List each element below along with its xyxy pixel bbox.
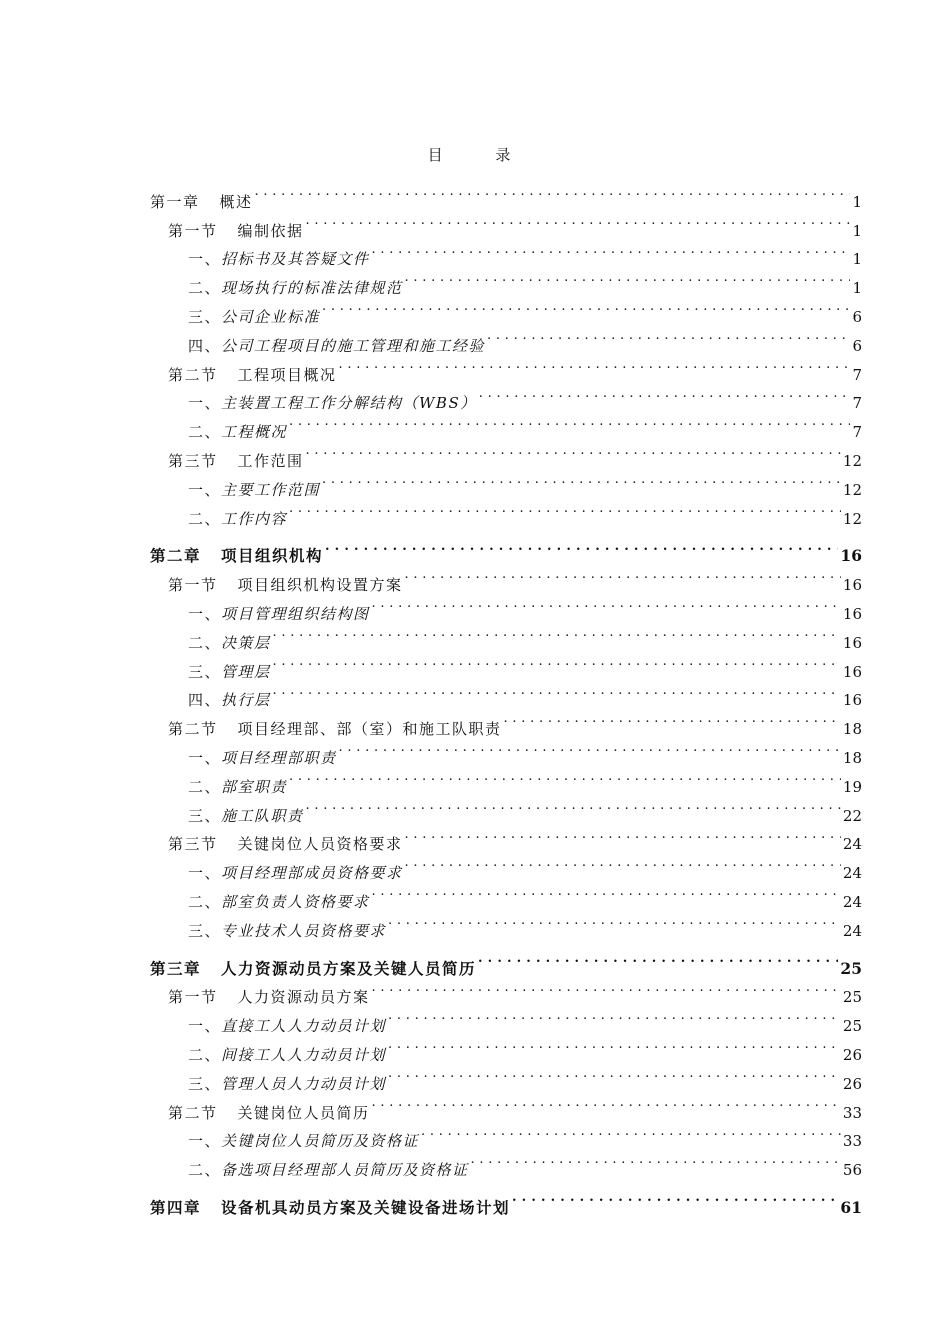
toc-page-number: 24 <box>842 892 862 911</box>
toc-entry-number: 二、 <box>188 633 222 652</box>
toc-entry-label <box>188 418 287 447</box>
toc-entry-text: 现场执行的标准法律规范 <box>221 279 403 298</box>
dot-leader <box>372 974 841 1003</box>
toc-entry-number: 三、 <box>188 662 222 681</box>
toc-entry-number: 第二章 <box>150 546 202 566</box>
dot-leader <box>273 619 841 648</box>
toc-entry-text: 关键岗位人员资格要求 <box>237 835 403 854</box>
toc-entry-text: 公司工程项目的施工管理和施工经验 <box>221 336 486 355</box>
toc-entry-number: 第二节 <box>168 365 218 384</box>
toc-page-number: 24 <box>842 835 862 854</box>
toc-entry-text: 人力资源动员方案及关键人员简历 <box>221 958 477 978</box>
dot-leader <box>405 821 841 850</box>
dot-leader <box>339 351 851 380</box>
toc-page-number: 1 <box>852 192 862 211</box>
toc-page-number: 25 <box>842 1017 862 1036</box>
toc-page-number: 16 <box>840 546 862 566</box>
toc-entry-text: 人力资源动员方案 <box>237 988 370 1007</box>
toc-page-number: 7 <box>852 423 862 442</box>
dot-leader <box>512 1184 838 1213</box>
toc-entry-label <box>168 983 370 1012</box>
toc-entry-text: 项目经理部成员资格要求 <box>221 864 403 883</box>
toc-page-number: 18 <box>842 748 862 767</box>
toc-entry-number: 第三节 <box>168 835 218 854</box>
dot-leader <box>471 1146 841 1175</box>
toc-page-number: 25 <box>840 958 862 978</box>
toc-entry-text: 项目经理部、部（室）和施工队职责 <box>237 720 502 739</box>
toc-entry-label <box>150 542 323 571</box>
toc-entry-number: 一、 <box>188 748 222 767</box>
toc-page-number: 18 <box>842 720 862 739</box>
toc-entry-number: 三、 <box>188 1074 222 1093</box>
toc-page-number: 16 <box>842 604 862 623</box>
toc-entry-text: 直接工人人力动员计划 <box>221 1017 387 1036</box>
dot-leader <box>322 293 850 322</box>
toc-page-number: 19 <box>842 777 862 796</box>
toc-entry-text: 项目组织机构设置方案 <box>237 576 403 595</box>
dot-leader <box>479 380 851 409</box>
toc-entry-text: 工作范围 <box>237 451 304 470</box>
dot-leader <box>289 495 841 524</box>
toc-page-number: 61 <box>840 1197 862 1217</box>
toc-page-number: 33 <box>842 1103 862 1122</box>
toc-page-number: 16 <box>842 633 862 652</box>
toc-entry-number: 第一节 <box>168 221 218 240</box>
toc-page-number: 12 <box>842 509 862 528</box>
toc-page-number: 6 <box>852 307 862 326</box>
toc-entry-text: 主要工作范围 <box>221 480 321 499</box>
toc-entry-text: 工作内容 <box>221 509 288 528</box>
toc-entry-number: 一、 <box>188 250 222 269</box>
toc-entry-label <box>188 505 287 534</box>
dot-leader <box>388 1002 841 1031</box>
toc-page-number: 1 <box>852 221 862 240</box>
toc-entry-text: 执行层 <box>221 691 271 710</box>
toc-entry-text: 公司企业标准 <box>221 307 321 326</box>
toc-entry-number: 第一章 <box>150 192 200 211</box>
toc-entry-label <box>188 245 370 274</box>
toc-entry-text: 管理人员人力动员计划 <box>221 1074 387 1093</box>
toc-entry-number: 第一节 <box>168 576 218 595</box>
toc-entry-label <box>150 1194 510 1223</box>
toc-entry-number: 四、 <box>188 336 222 355</box>
table-of-contents <box>150 178 862 1217</box>
toc-entry-label <box>168 217 304 246</box>
dot-leader <box>339 734 841 763</box>
dot-leader <box>306 792 841 821</box>
toc-page-number: 33 <box>842 1132 862 1151</box>
toc-page-number: 12 <box>842 480 862 499</box>
toc-entry-label <box>188 1127 419 1156</box>
dot-leader <box>372 1089 841 1118</box>
toc-entry-label <box>188 1012 386 1041</box>
toc-entry-text: 专业技术人员资格要求 <box>221 921 387 940</box>
toc-entry-chapter[interactable] <box>150 945 862 978</box>
toc-entry-label <box>168 571 403 600</box>
toc-entry-label <box>188 859 403 888</box>
toc-entry-number: 第三章 <box>150 958 202 978</box>
dot-leader <box>405 561 841 590</box>
dot-leader <box>372 590 841 619</box>
toc-page-number: 56 <box>842 1161 862 1180</box>
toc-entry-label <box>188 658 271 687</box>
dot-leader <box>388 1031 841 1060</box>
dot-leader <box>372 878 841 907</box>
toc-entry-label <box>168 830 403 859</box>
dot-leader <box>487 322 850 351</box>
toc-entry-chapter[interactable] <box>150 1184 862 1217</box>
toc-entry-label <box>188 1070 386 1099</box>
dot-leader <box>306 207 851 236</box>
toc-entry-number: 三、 <box>188 921 222 940</box>
toc-entry-number: 二、 <box>188 892 222 911</box>
dot-leader <box>289 763 841 792</box>
dot-leader <box>255 178 851 207</box>
dot-leader <box>273 677 841 706</box>
toc-entry-number: 二、 <box>188 1161 222 1180</box>
toc-entry-number: 二、 <box>188 423 222 442</box>
dot-leader <box>306 437 841 466</box>
toc-page-number: 12 <box>842 451 862 470</box>
toc-entry-text: 设备机具动员方案及关键设备进场计划 <box>221 1197 511 1217</box>
toc-entry-number: 一、 <box>188 864 222 883</box>
toc-entry-number: 二、 <box>188 1045 222 1064</box>
toc-entry-number: 二、 <box>188 509 222 528</box>
toc-page-number: 26 <box>842 1074 862 1093</box>
toc-entry-text: 招标书及其答疑文件 <box>221 250 370 269</box>
toc-entry-label <box>150 188 253 217</box>
dot-leader <box>504 705 841 734</box>
toc-entry-text: 部室负责人资格要求 <box>221 892 370 911</box>
toc-entry-text: 概述 <box>219 192 253 211</box>
toc-entry-text: 决策层 <box>221 633 271 652</box>
toc-entry-label <box>168 447 304 476</box>
toc-entry-text: 工程项目概况 <box>237 365 337 384</box>
toc-entry-number: 第一节 <box>168 988 218 1007</box>
toc-page-number: 25 <box>842 988 862 1007</box>
toc-entry-number: 四、 <box>188 691 222 710</box>
toc-entry-label <box>188 1041 386 1070</box>
toc-page-number: 7 <box>852 365 862 384</box>
toc-entry-number: 一、 <box>188 1132 222 1151</box>
toc-entry-text: 主装置工程工作分解结构（WBS） <box>221 394 477 413</box>
toc-page-number: 6 <box>852 336 862 355</box>
toc-page-number: 16 <box>842 662 862 681</box>
toc-page-number: 16 <box>842 576 862 595</box>
toc-entry-number: 一、 <box>188 480 222 499</box>
dot-leader <box>322 466 841 495</box>
toc-entry-label <box>168 1099 370 1128</box>
toc-entry-number: 二、 <box>188 279 222 298</box>
toc-entry-label <box>188 802 304 831</box>
toc-entry-text: 项目管理组织结构图 <box>221 604 370 623</box>
dot-leader <box>388 907 841 936</box>
toc-entry-number: 第二节 <box>168 720 218 739</box>
toc-entry-number: 三、 <box>188 806 222 825</box>
toc-entry-number: 一、 <box>188 604 222 623</box>
dot-leader <box>405 849 841 878</box>
toc-entry-text: 部室职责 <box>221 777 288 796</box>
toc-page-number: 22 <box>842 806 862 825</box>
toc-entry-label <box>188 686 271 715</box>
toc-entry-chapter[interactable] <box>150 178 862 211</box>
toc-entry-number: 一、 <box>188 1017 222 1036</box>
dot-leader <box>325 533 838 562</box>
toc-entry-label <box>188 1156 469 1185</box>
toc-entry-text: 施工队职责 <box>221 806 304 825</box>
toc-page-number: 16 <box>842 691 862 710</box>
toc-title: 目 录 <box>427 146 535 164</box>
toc-page-number: 1 <box>852 250 862 269</box>
toc-entry-number: 第二节 <box>168 1103 218 1122</box>
toc-entry-label <box>168 361 337 390</box>
toc-page-number: 26 <box>842 1045 862 1064</box>
toc-entry-label <box>188 917 386 946</box>
toc-entry-text: 关键岗位人员简历 <box>237 1103 370 1122</box>
toc-entry-label <box>188 303 320 332</box>
toc-page-number: 1 <box>852 279 862 298</box>
toc-entry-number: 第三节 <box>168 451 218 470</box>
dot-leader <box>289 408 850 437</box>
toc-entry-text: 备选项目经理部人员简历及资格证 <box>221 1161 469 1180</box>
toc-entry-text: 编制依据 <box>237 221 304 240</box>
toc-entry-text: 关键岗位人员简历及资格证 <box>221 1132 420 1151</box>
toc-entry-text: 项目经理部职责 <box>221 748 337 767</box>
toc-entry-number: 一、 <box>188 394 222 413</box>
toc-entry-section[interactable] <box>150 207 862 240</box>
dot-leader <box>405 264 851 293</box>
dot-leader <box>388 1060 841 1089</box>
toc-entry-number: 第四章 <box>150 1197 202 1217</box>
dot-leader <box>421 1118 841 1147</box>
toc-page-number: 24 <box>842 864 862 883</box>
toc-entry-number: 二、 <box>188 777 222 796</box>
toc-entry-label <box>188 773 287 802</box>
dot-leader <box>372 236 851 265</box>
dot-leader <box>273 648 841 677</box>
toc-page-number: 24 <box>842 921 862 940</box>
dot-leader <box>478 945 838 974</box>
toc-entry-text: 工程概况 <box>221 423 288 442</box>
toc-entry-label <box>188 888 370 917</box>
toc-entry-chapter[interactable] <box>150 533 862 566</box>
toc-entry-text: 项目组织机构 <box>221 546 324 566</box>
toc-entry-label <box>188 629 271 658</box>
toc-entry-text: 间接工人人力动员计划 <box>221 1045 387 1064</box>
toc-entry-number: 三、 <box>188 307 222 326</box>
toc-entry-text: 管理层 <box>221 662 271 681</box>
toc-page-number: 7 <box>852 394 862 413</box>
